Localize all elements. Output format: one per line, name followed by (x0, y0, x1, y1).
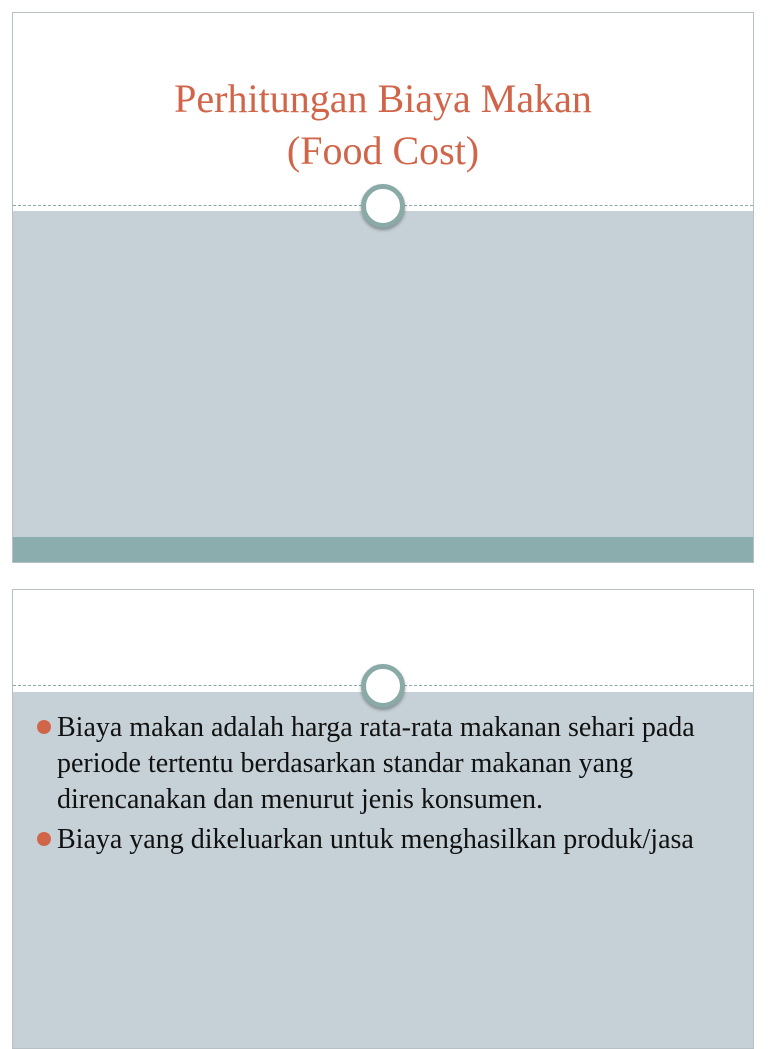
title-line-2: (Food Cost) (286, 128, 480, 173)
bullet-item (37, 822, 729, 858)
ring-ornament-icon (361, 664, 405, 708)
slide-1-title-area (13, 13, 753, 205)
bullet-text: Biaya makan adalah harga rata-rata makanan sehari pada periode tertentu berdasarkan standar makanan yang direncanakan dan menurut jenis konsumen. (57, 712, 695, 815)
title-line-1: Perhitungan Biaya Makan (174, 76, 592, 121)
slide-footer-bar (13, 537, 753, 563)
slide-1 (12, 12, 754, 563)
slide-title (13, 73, 753, 177)
bullet-item (37, 710, 729, 818)
bullet-dot-icon (37, 832, 51, 846)
bullet-list (37, 710, 729, 862)
slide-2 (12, 589, 754, 1049)
ring-ornament-icon (361, 184, 405, 228)
bullet-dot-icon (37, 720, 51, 734)
bullet-text: Biaya yang dikeluarkan untuk menghasilkan produk/jasa (57, 824, 694, 855)
slide-1-body (13, 211, 753, 537)
